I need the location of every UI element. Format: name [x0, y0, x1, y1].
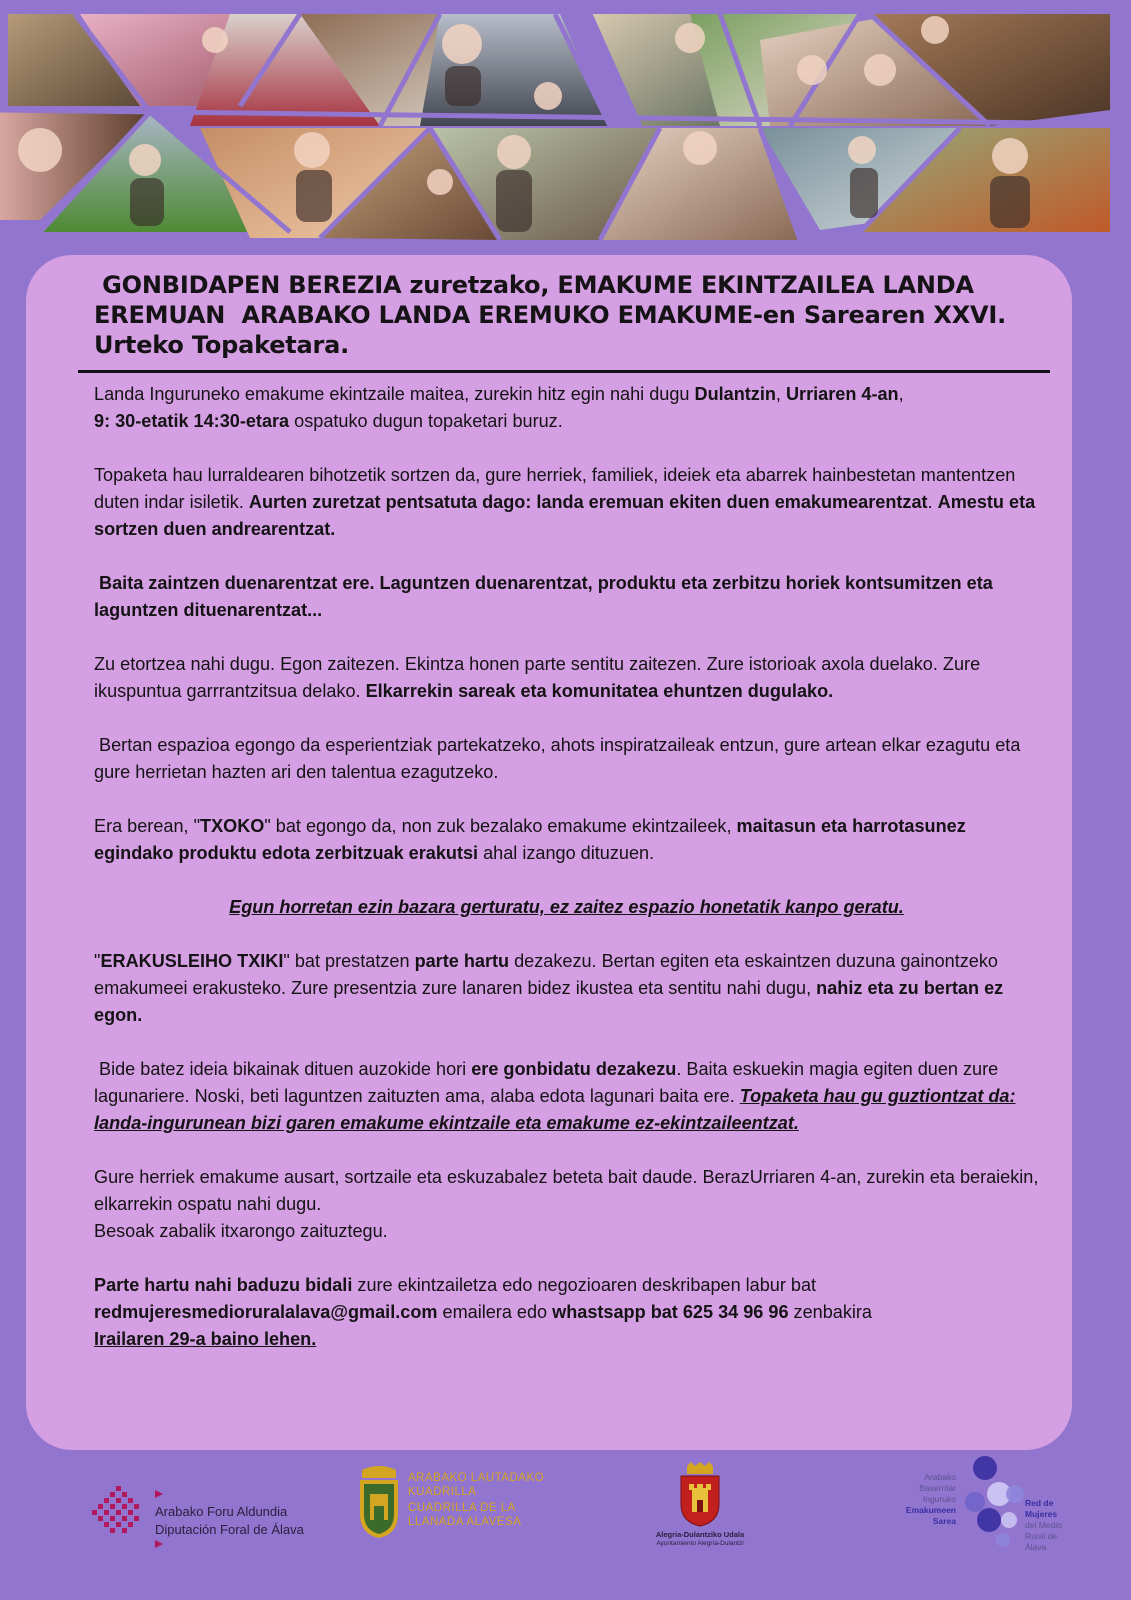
logo-red-mujeres [900, 1448, 1080, 1558]
cuadrilla-shield-icon [356, 1464, 402, 1540]
deadline: Irailaren 29-a baino lehen. [94, 1329, 317, 1349]
logo2-text-2: KUADRILLA [408, 1486, 477, 1498]
title-line-3: Urteko Topaketara. [94, 331, 350, 359]
triangle-marker-icon [155, 1490, 163, 1498]
paragraph-contact: Parte hartu nahi baduzu bidali zure ekintzailetza edo negozioaren deskribapen labur bat redmujeresmedioruralalava@gmail.com emailera edo whastsapp bat 625 34 96 96 zenbakira Irailaren 29-a baino lehen. [94, 1275, 872, 1349]
paragraph-showcase: "ERAKUSLEIHO TXIKI" bat prestatzen parte hartu dezakezu. Bertan egiten eta eskaintzen duzuna gainontzeko emakumeei erakusteko. Zure presentzia zure lanaren bidez ikustea eta sentitu nahi dugu, nahiz eta zu bertan ez egon. [94, 951, 1004, 1025]
logo4-text-right-2: Mujeres [1025, 1509, 1058, 1519]
logo-diputacion-foral [90, 1484, 320, 1548]
logo4-text-left-5: Sarea [932, 1516, 956, 1526]
paragraph-highlight: Egun horretan ezin bazara gerturatu, ez zaitez espazio honetatik kanpo geratu. [229, 897, 904, 917]
invitation-title [94, 270, 1034, 360]
letter-body [94, 381, 1039, 1353]
logo4-text-left-1: Arabako [924, 1472, 956, 1482]
logo-cuadrilla-llanada [356, 1464, 546, 1544]
logo2-text-3: CUADRILLA DE LA [408, 1502, 516, 1514]
diputacion-emblem-icon [90, 1484, 146, 1540]
logo1-text-es: Diputación Foral de Álava [155, 1522, 304, 1537]
logo4-text-right-4: Rural de [1025, 1531, 1058, 1541]
paragraph-invite-others: Bide batez ideia bikainak dituen auzokide hori ere gonbidatu dezakezu. Baita eskuekin magia egiten duen zure lagunariere. Noski, beti laguntzen zaituzten ama, alaba edota lagunari baita ere. Topaketa hau gu guztiontzat da: landa-ingurunean bizi garen emakume ekintzaile eta emakume ez-ekintzaileentzat. [94, 1059, 1016, 1133]
logo2-text-1: ARABAKO LAUTADAKO [408, 1472, 545, 1484]
logo4-text-right-1: Red de [1025, 1498, 1054, 1508]
paragraph-welcome: Zu etortzea nahi dugu. Egon zaitezen. Ekintza honen parte sentitu zaitezen. Zure istorioak axola duelako. Zure ikuspuntua garrrantzitsua delako. Elkarrekin sareak eta komunitatea ehuntzen dugulako. [94, 654, 981, 701]
red-mujeres-dots-icon [955, 1450, 1035, 1550]
paragraph-origin: Topaketa hau lurraldearen bihotzetik sortzen da, gure herriek, familiek, ideiek eta abarrek hainbestetan mantentzen duten indar isiletik. Aurten zuretzat pentsatuta dago: landa eremuan ekiten duen emakumearentzat. Amestu eta sortzen duen andrearentzat. [94, 465, 1036, 539]
logo4-text-left-3: Inguruko [922, 1494, 956, 1504]
logo3-text-eu: Alegria-Dulantziko Udala [655, 1530, 745, 1539]
logo1-text-eu: Arabako Foru Aldundia [155, 1504, 288, 1519]
paragraph-closing: Gure herriek emakume ausart, sortzaile eta eskuzabalez beteta bait daude. BerazUrriaren 4-an, zurekin eta beraiekin, elkarrekin ospatu nahi dugu. Besoak zabalik itxarongo zaituztegu. [94, 1167, 1039, 1241]
footer-logos [0, 1462, 1131, 1600]
contact-whatsapp: whastsapp bat 625 34 96 96 [552, 1302, 789, 1322]
paragraph-care: Baita zaintzen duenarentzat ere. Laguntzen duenarentzat, produktu eta zerbitzu horiek kontsumitzen eta laguntzen dituenarentzat... [94, 573, 998, 620]
photo-collage-banner [0, 0, 1131, 250]
paragraph-intro: Landa Inguruneko emakume ekintzaile maitea, zurekin hitz egin nahi dugu Dulantzin, Urriaren 4-an, 9: 30-etatik 14:30-etara ospatuko dugun topaketari buruz. [94, 384, 904, 431]
logo4-text-right-5: Álava [1025, 1542, 1047, 1552]
logo-alegria-dulantzi [640, 1462, 760, 1552]
paragraph-txoko: Era berean, "TXOKO" bat egongo da, non zuk bezalako emakume ekintzaileek, maitasun eta harrotasunez egindako produktu edota zerbitzuak erakutsi ahal izango dituzuen. [94, 816, 966, 863]
triangle-marker-icon [155, 1540, 163, 1548]
contact-email[interactable]: redmujeresmedioruralalava@gmail.com [94, 1302, 438, 1322]
alegria-coat-of-arms-icon [675, 1462, 725, 1528]
title-line-2: EREMUAN ARABAKO LANDA EREMUKO EMAKUME-en Sarearen XXVI. [94, 301, 1007, 329]
logo4-text-left-2: Baserritar [919, 1483, 956, 1493]
logo2-text-4: LLANADA ALAVESA [408, 1516, 522, 1528]
logo3-text-es: Ayuntamiento Alegría-Dulantzi [656, 1540, 744, 1547]
title-line-1: GONBIDAPEN BEREZIA zuretzako, EMAKUME EKINTZAILEA LANDA [94, 271, 974, 299]
title-divider [78, 370, 1050, 373]
paragraph-space: Bertan espazioa egongo da esperientziak partekatzeko, ahots inspiratzaileak entzun, gure artean elkar ezagutu eta gure herrietan hazten ari den talentua ezagutzeko. [94, 735, 1026, 782]
logo4-text-right-3: del Medio [1025, 1520, 1062, 1530]
logo4-text-left-4: Emakumeen [905, 1505, 956, 1515]
